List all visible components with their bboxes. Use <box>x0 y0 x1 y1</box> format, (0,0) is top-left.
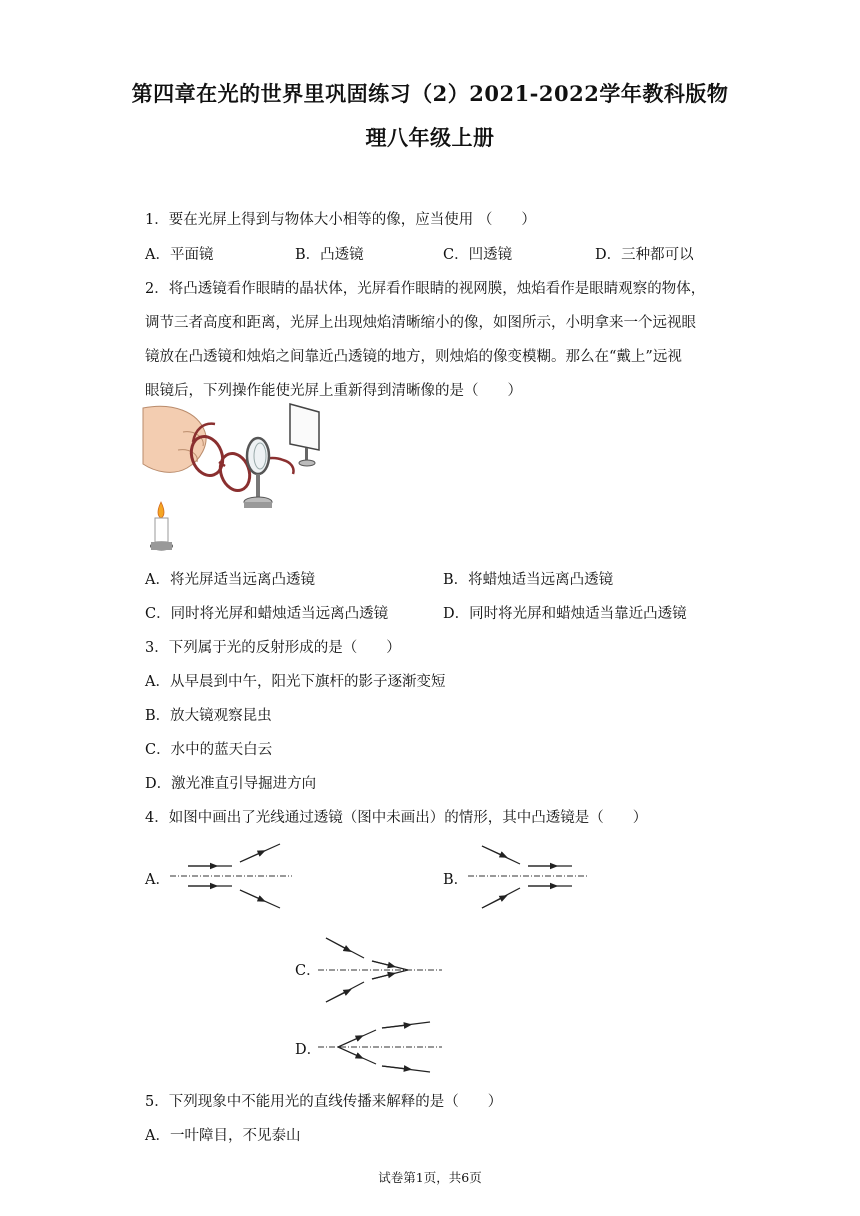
lens-experiment-illustration <box>143 402 323 562</box>
question-2-stem-line-4: 眼镜后，下列操作能使光屏上重新得到清晰像的是（ ） <box>145 383 522 399</box>
q1-option-a: A．平面镜 <box>145 247 214 263</box>
q1-option-c: C．凹透镜 <box>443 247 513 263</box>
q2-option-b: B．将蜡烛适当远离凸透镜 <box>443 572 614 588</box>
q4-diagram-d <box>318 1014 443 1080</box>
q1-option-d: D．三种都可以 <box>595 247 694 263</box>
q4-option-d-label: D． <box>295 1042 322 1058</box>
question-4-stem: 4．如图中画出了光线通过透镜（图中未画出）的情形，其中凸透镜是（ ） <box>145 810 648 826</box>
q4-diagram-c <box>318 934 443 1006</box>
title-line-1: 第四章在光的世界里巩固练习（2）2021-2022学年教科版物 <box>131 81 729 106</box>
q3-option-d: D．激光准直引导掘进方向 <box>145 776 317 792</box>
page-footer: 试卷第1页，共6页 <box>378 1170 482 1185</box>
q4-option-b-label: B． <box>443 872 469 888</box>
q2-option-a: A．将光屏适当远离凸透镜 <box>145 572 315 588</box>
q3-option-b: B．放大镜观察昆虫 <box>145 708 272 724</box>
question-2-stem-line-2: 调节三者高度和距离，光屏上出现烛焰清晰缩小的像，如图所示，小明拿来一个远视眼 <box>145 315 696 331</box>
q1-option-b: B．凸透镜 <box>295 247 364 263</box>
question-5-stem: 5．下列现象中不能用光的直线传播来解释的是（ ） <box>145 1094 503 1110</box>
question-2-stem-line-1: 2．将凸透镜看作眼睛的晶状体，光屏看作眼睛的视网膜，烛焰看作是眼睛观察的物体， <box>145 281 706 297</box>
q4-option-c-label: C． <box>295 963 321 979</box>
title-line-2: 理八年级上册 <box>365 125 495 150</box>
q3-option-c: C．水中的蓝天白云 <box>145 742 273 758</box>
q3-option-a: A．从早晨到中午，阳光下旗杆的影子逐渐变短 <box>145 674 446 690</box>
q5-option-a: A．一叶障目，不见泰山 <box>145 1128 301 1144</box>
q4-option-a-label: A． <box>145 872 170 888</box>
question-1-stem: 1．要在光屏上得到与物体大小相等的像，应当使用 （ ） <box>145 212 536 228</box>
q2-option-c: C．同时将光屏和蜡烛适当远离凸透镜 <box>145 606 389 622</box>
q4-diagram-b <box>468 842 593 910</box>
question-3-stem: 3．下列属于光的反射形成的是（ ） <box>145 640 401 656</box>
q4-diagram-a <box>170 842 295 910</box>
question-2-stem-line-3: 镜放在凸透镜和烛焰之间靠近凸透镜的地方，则烛焰的像变模糊。那么在“戴上”远视 <box>145 349 682 365</box>
q2-option-d: D．同时将光屏和蜡烛适当靠近凸透镜 <box>443 606 687 622</box>
